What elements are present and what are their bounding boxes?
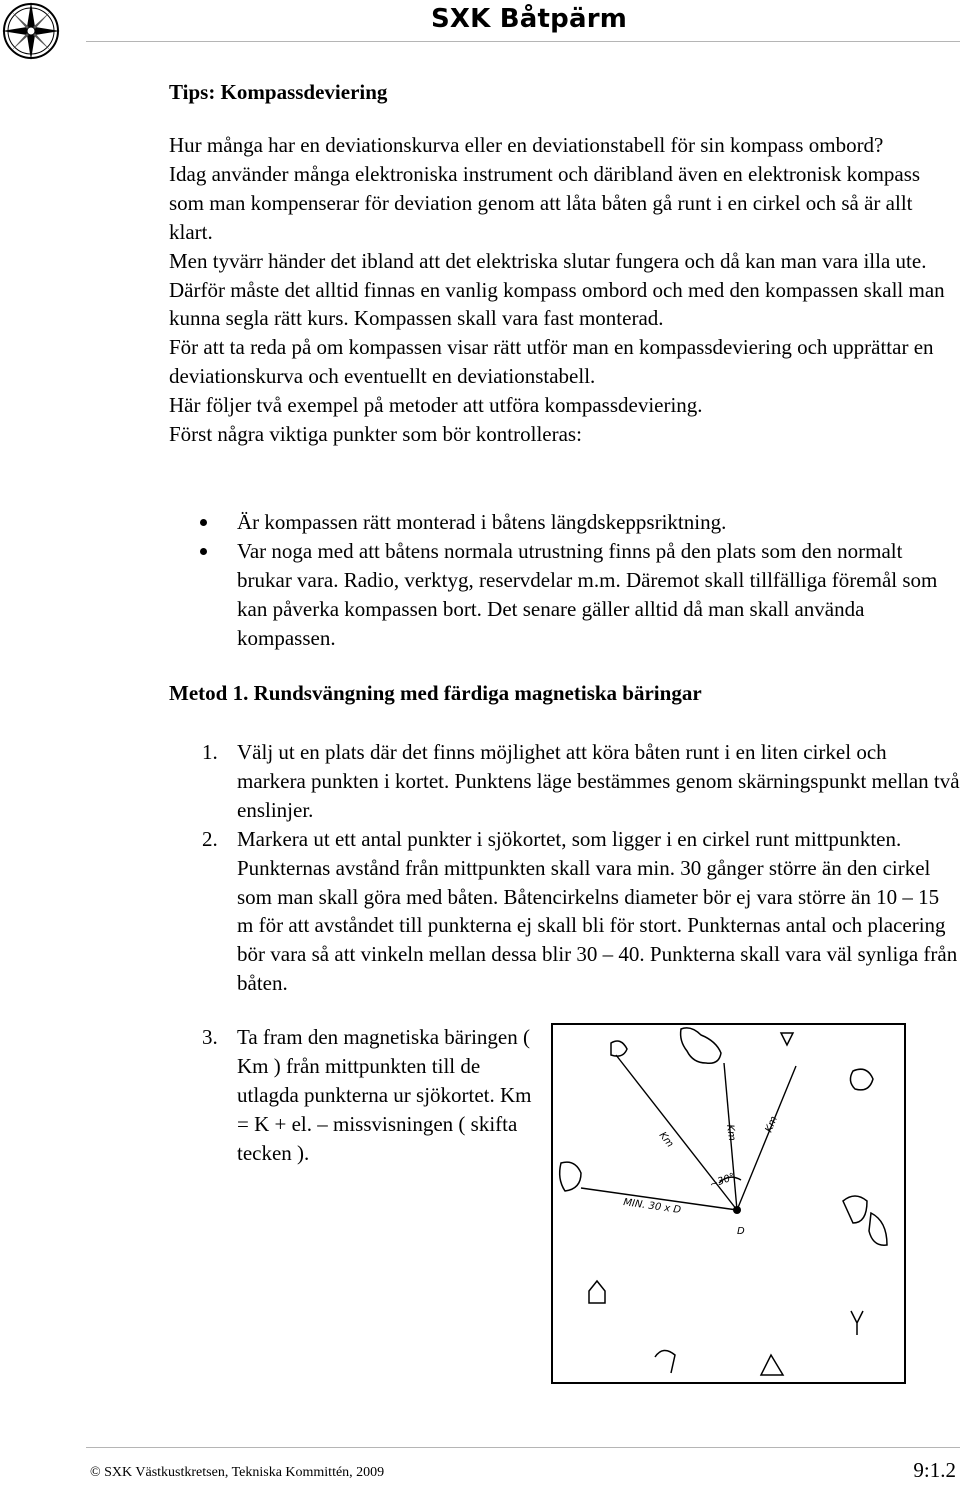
step-item xyxy=(169,1023,541,1168)
step-text: Markera ut ett antal punkter i sjökortet, som ligger i en cirkel runt mittpunkten. Punkternas avstånd från mittpunkten skall vara min. 30 gånger större än den cirkel som man skall göra med båten. Båtencirkelns diameter bör ej vara större än 10 – 15 m för att avståndet till punkterna ej skall bli för stort. Punkternas antal och placering bör vara så att vinkeln mellan dessa blir 30 – 40. Punkterna skall vara väl synliga från båten. xyxy=(237,826,958,996)
diagram-frame xyxy=(552,1024,905,1383)
method-steps xyxy=(169,738,960,998)
list-item xyxy=(169,508,960,537)
intro-paragraph: Idag använder många elektroniska instrument och däribland även en elektronisk kompass som man kompenserar för deviation genom att låta båten gå runt i en cirkel och så är allt klart. xyxy=(169,161,921,244)
bearing-label: Km xyxy=(656,1130,676,1150)
page-number: 9:1.2 xyxy=(913,1458,956,1482)
beacon-icon xyxy=(589,1281,605,1303)
intro-paragraph: Först några viktiga punkter som bör kontrolleras: xyxy=(169,422,582,447)
rock-icon xyxy=(611,1041,627,1056)
beacon-icon xyxy=(851,1311,863,1335)
island-icon xyxy=(681,1028,721,1063)
distance-label: MIN. 30 x D xyxy=(622,1197,682,1217)
island-icon xyxy=(843,1196,867,1223)
compass-rose-icon xyxy=(0,0,62,62)
header-rule xyxy=(86,41,960,42)
step-number: 1. xyxy=(202,740,218,764)
page-title: Tips: Kompassdeviering xyxy=(169,80,388,104)
step-number: 2. xyxy=(202,826,218,851)
intro-text xyxy=(169,131,959,449)
method-heading: Metod 1. Rundsvängning med färdiga magnetiska bäringar xyxy=(169,681,702,705)
intro-paragraph: Men tyvärr händer det ibland att det elektriska slutar fungera och då kan man vara illa ute. Därför måste det alltid finnas en vanlig kompass ombord och med den kompassen skall man kunna segla rätt kurs. Kompassen skall vara fast monterad. xyxy=(169,248,945,331)
brand-title: SXK Båtpärm xyxy=(431,4,628,34)
step-item xyxy=(169,738,960,825)
intro-paragraph: För att ta reda på om kompassen visar rätt utför man en kompassdeviering och upprättar en deviationskurva och eventuellt en deviationstabell. xyxy=(169,335,934,389)
step-item xyxy=(169,825,960,998)
beacon-icon xyxy=(781,1033,793,1045)
bearing-diagram xyxy=(551,1023,906,1384)
island-icon xyxy=(560,1162,581,1191)
center-point xyxy=(733,1206,741,1214)
intro-paragraph: Här följer två exempel på metoder att utföra kompassdeviering. xyxy=(169,393,703,418)
landmarks xyxy=(560,1028,887,1375)
beacon-icon xyxy=(761,1355,783,1375)
step-text: Välj ut en plats där det finns möjlighet att köra båten runt i en liten cirkel och markera punkten i kortet. Punktens läge bestämmes genom skärningspunkt mellan två enslinjer. xyxy=(237,740,960,822)
bearing-label: Km xyxy=(724,1123,738,1142)
boat-label: D xyxy=(737,1226,745,1237)
checklist xyxy=(169,508,960,653)
angle-label: ~30° xyxy=(708,1171,737,1191)
list-item-text: Var noga med att båtens normala utrustning finns på den plats som den normalt brukar vara. Radio, verktyg, reservdelar m.m. Däremot skall tillfälliga föremål som kan påverka kompassen bort. Det senare gäller alltid då man skall använda kompassen. xyxy=(237,538,938,650)
island-icon xyxy=(850,1069,873,1090)
bearing-line xyxy=(737,1066,796,1210)
bullet-dot-icon xyxy=(200,519,207,526)
bearing-label: Km xyxy=(763,1114,780,1135)
step-text: Ta fram den magnetiska bäringen ( Km ) från mittpunkten till de utlagda punkterna ur sjökortet. Km = K + el. – missvisningen ( skifta tecken ). xyxy=(237,1025,532,1165)
footer-copyright: © SXK Västkustkretsen, Tekniska Kommittén, 2009 xyxy=(90,1465,385,1480)
footer-rule xyxy=(86,1447,960,1448)
step-number: 3. xyxy=(202,1025,218,1049)
island-icon xyxy=(869,1213,887,1245)
bullet-dot-icon xyxy=(200,548,207,555)
list-item xyxy=(169,537,960,653)
intro-paragraph: Hur många har en deviationskurva eller en deviationstabell för sin kompass ombord? xyxy=(169,133,884,157)
rock-icon xyxy=(655,1350,675,1373)
list-item-text: Är kompassen rätt monterad i båtens längdskeppsriktning. xyxy=(237,510,727,534)
